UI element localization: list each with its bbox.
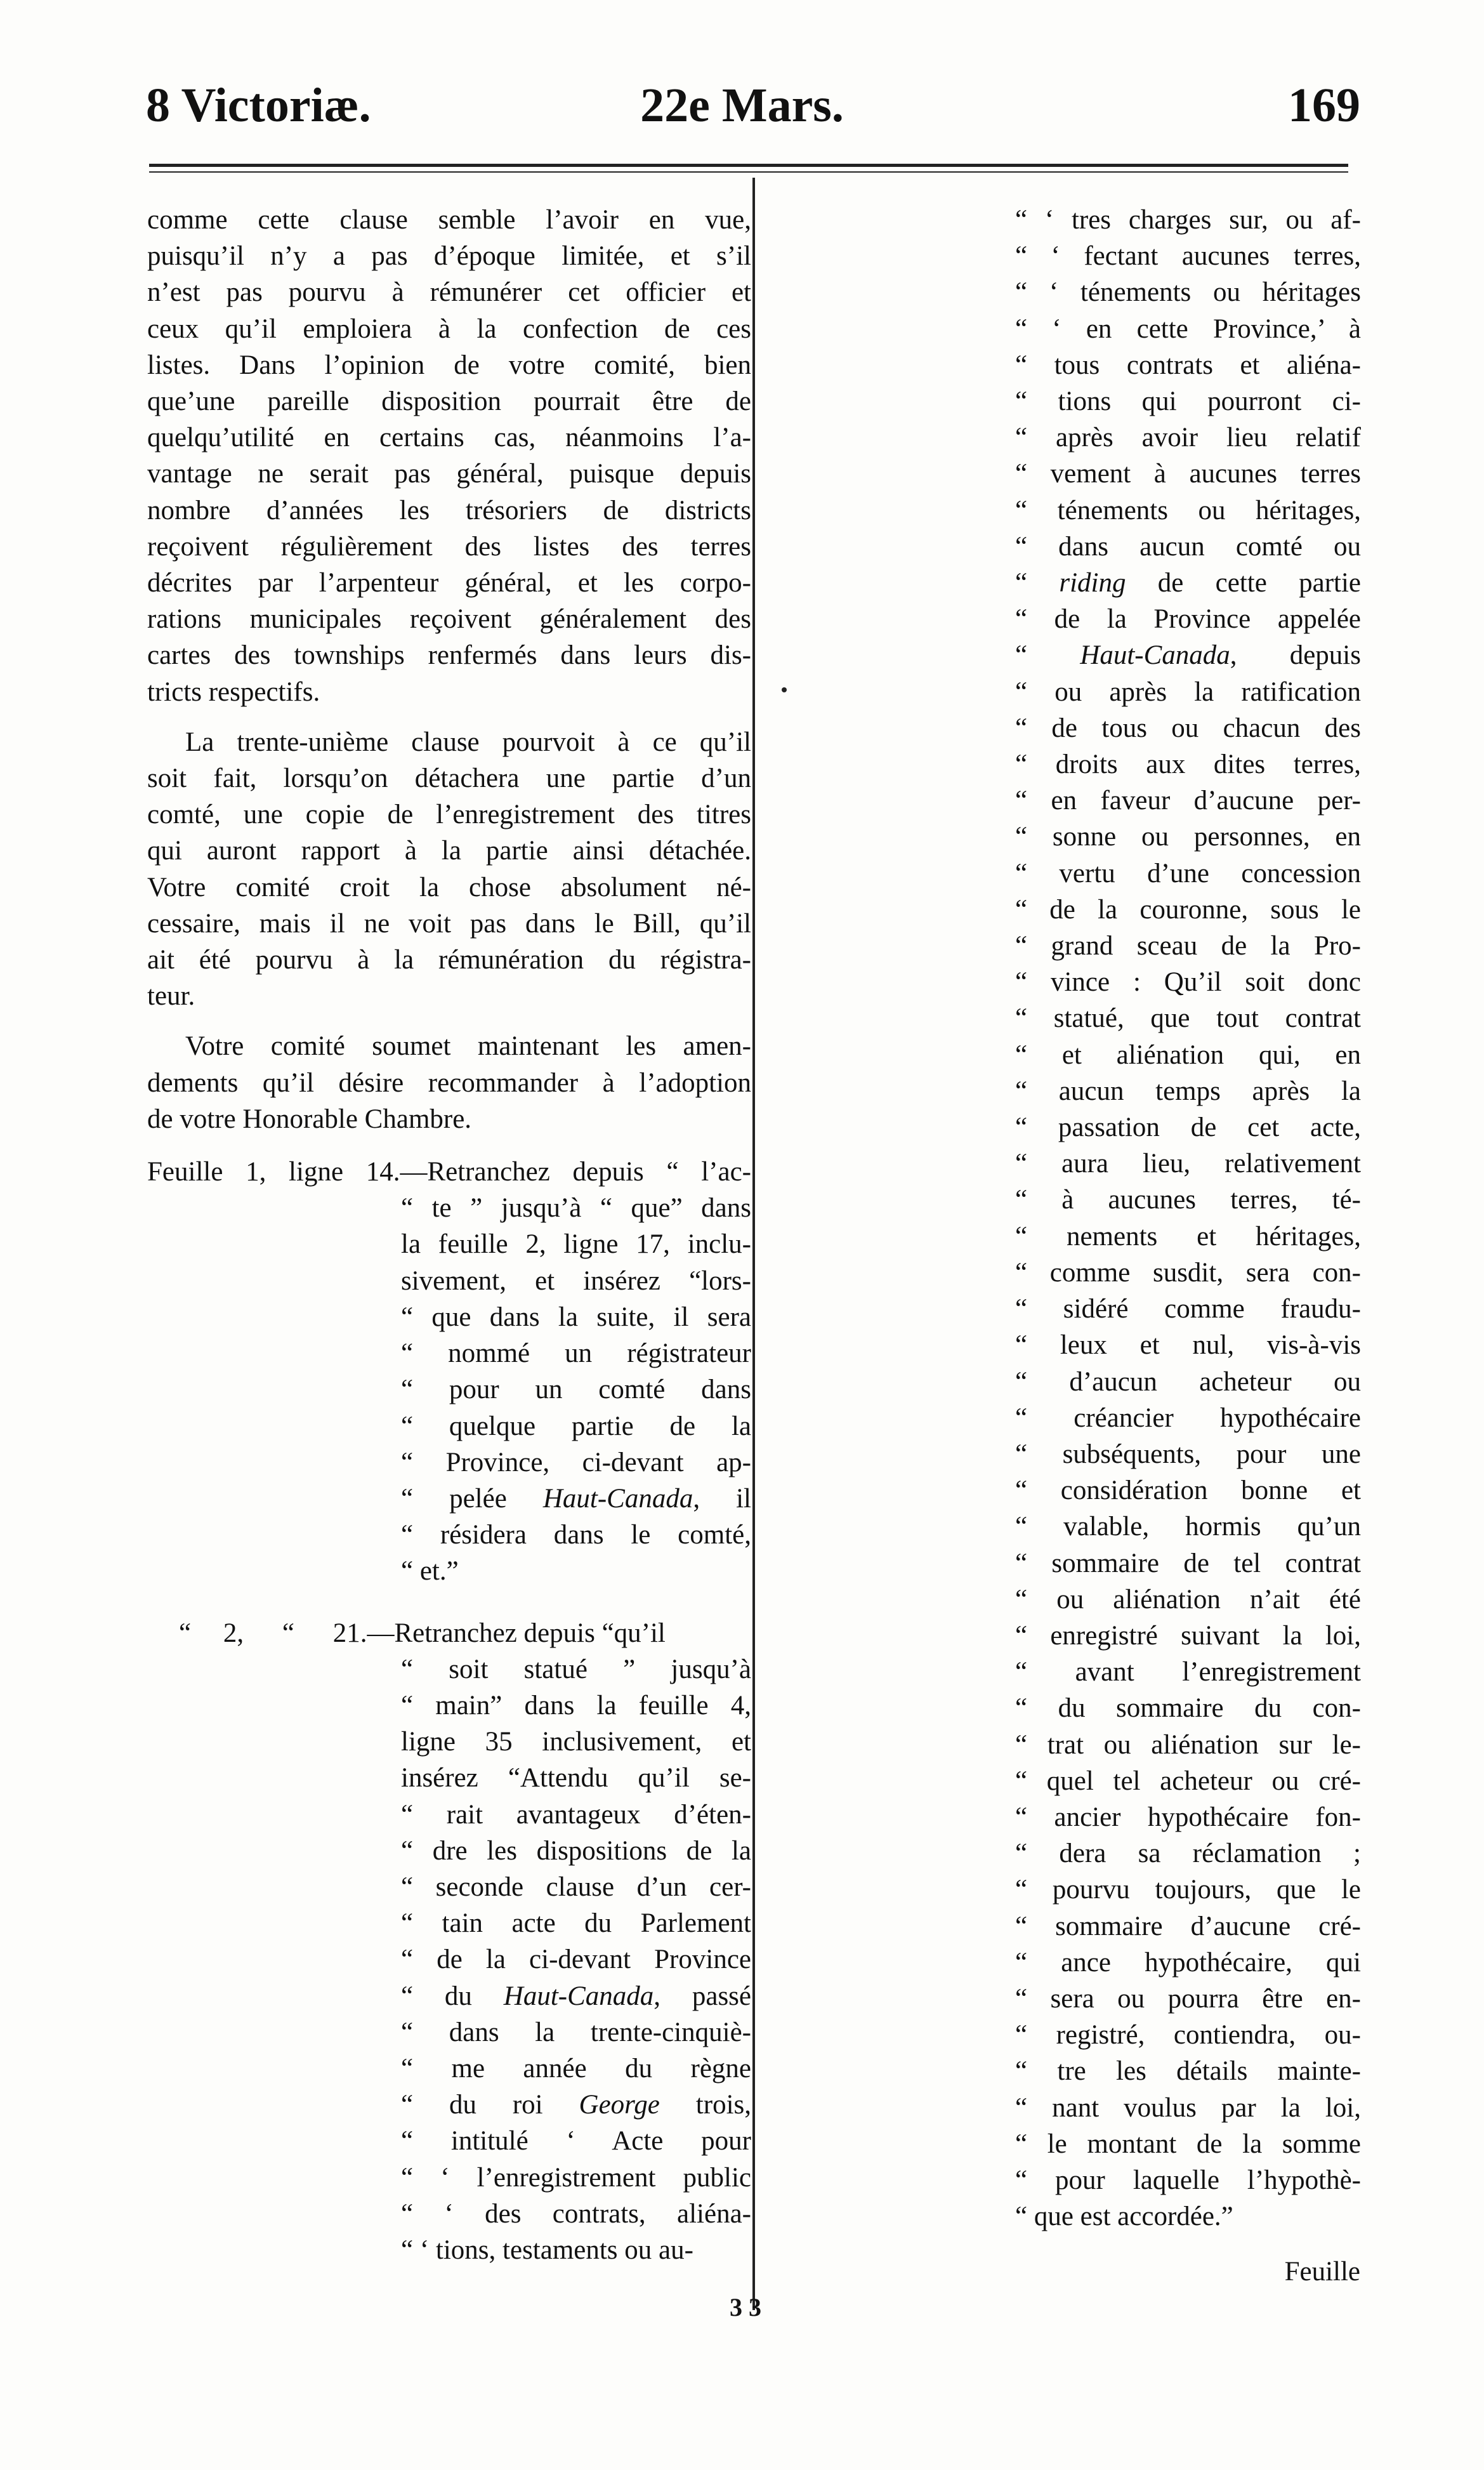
amendment-line: “ dans la trente-cinquiè- — [401, 2017, 751, 2047]
quoted-act-line: “ pour laquelle l’hypothè- — [1015, 2165, 1361, 2195]
amendment-line: “ ‘ des contrats, aliéna- — [401, 2198, 751, 2229]
amendment-line: “ résidera dans le comté, — [401, 1520, 751, 1550]
paragraph-line: Votre comité croit la chose absolument né- — [147, 872, 751, 902]
quoted-act-line: “ sonne ou personnes, en — [1015, 822, 1361, 852]
running-head-date: 22e Mars. — [640, 79, 844, 132]
ditto-mark-2: “ — [282, 1618, 294, 1648]
amendment-line: “ me année du règne — [401, 2053, 751, 2084]
quoted-act-line: “ passation de cet acte, — [1015, 1113, 1361, 1143]
paragraph-line: qui auront rapport à la partie ainsi détachée. — [147, 836, 751, 866]
amendment-line: “ que dans la suite, il sera — [401, 1302, 751, 1332]
quoted-act-line: “ ou aliénation n’ait été — [1015, 1584, 1361, 1615]
paragraph — [147, 1028, 751, 1137]
quoted-act-line: “ ‘ ténements ou héritages — [1015, 277, 1361, 308]
quoted-act-line: “ ancier hypothécaire fon- — [1015, 1802, 1361, 1832]
paragraph-line: ceux qu’il emploiera à la confection de ces — [147, 314, 751, 344]
amendment-2 — [147, 1615, 751, 2269]
amendment-line: “ rait avantageux d’éten- — [401, 1799, 751, 1830]
quoted-act-line: “ vertu d’une concession — [1015, 858, 1361, 888]
amendment-line: “ intitulé ‘ Acte pour — [401, 2126, 751, 2156]
paragraph — [147, 724, 751, 1015]
amendment-line: “ quelque partie de la — [401, 1411, 751, 1441]
quoted-act-line: “ tous contrats et aliéna- — [1015, 350, 1361, 380]
amendment-line: “ pelée Haut-Canada, il — [401, 1483, 751, 1514]
paragraph-line: vantage ne serait pas général, puisque depuis — [147, 459, 751, 489]
quoted-act-line: “ créancier hypothécaire — [1015, 1403, 1361, 1433]
paragraph-line: dements qu’il désire recommander à l’adoption — [147, 1067, 751, 1098]
amendment-line: “ de la ci-devant Province — [401, 1945, 751, 1975]
quoted-act-line: “ leux et nul, vis-à-vis — [1015, 1330, 1361, 1361]
paragraph-line: nombre d’années les trésoriers de districts — [147, 495, 751, 525]
quoted-act-line: “ registré, contiendra, ou- — [1015, 2020, 1361, 2051]
quoted-act-line: “ enregistré suivant la loi, — [1015, 1620, 1361, 1651]
paragraph-line: comme cette clause semble l’avoir en vue, — [147, 205, 751, 235]
quoted-act-line: “ nements et héritages, — [1015, 1221, 1361, 1252]
quoted-act-line: “ de tous ou chacun des — [1015, 713, 1361, 743]
paragraph-line: tricts respectifs. — [147, 677, 320, 707]
amendment-line: “ ‘ tions, testaments ou au- — [401, 2235, 693, 2265]
quoted-act-line: “ droits aux dites terres, — [1015, 750, 1361, 780]
ditto-line-number: 21. — [332, 1618, 367, 1648]
paragraph-line: n’est pas pourvu à rémunérer cet officier et — [147, 277, 751, 308]
page-number: 169 — [1288, 79, 1360, 132]
quoted-act-line: “ riding de cette partie — [1015, 568, 1361, 598]
amendment-1 — [147, 1154, 751, 1589]
quoted-act-line: “ sommaire d’aucune cré- — [1015, 1911, 1361, 1941]
quoted-act-line: “ ou après la ratification — [1015, 677, 1361, 707]
quoted-act-line: “ et aliénation qui, en — [1015, 1040, 1361, 1070]
amendment-line: ligne 35 inclusivement, et — [401, 1727, 751, 1757]
quoted-act-line: “ du sommaire du con- — [1015, 1693, 1361, 1724]
amendment-line: “ tain acte du Parlement — [401, 1908, 751, 1939]
amendment-2-body — [401, 1651, 751, 2268]
quoted-act-line: “ ‘ fectant aucunes terres, — [1015, 241, 1361, 272]
amendment-line: “ te ” jusqu’à “ que” dans — [401, 1193, 751, 1224]
print-speck — [782, 687, 787, 692]
quoted-act-line: “ vince : Qu’il soit donc — [1015, 967, 1361, 998]
amendment-line: “ du Haut-Canada, passé — [401, 1981, 751, 2011]
quoted-act-line: “ quel tel acheteur ou cré- — [1015, 1766, 1361, 1796]
amendment-line: “ du roi George trois, — [401, 2090, 751, 2120]
quoted-act-line: “ aucun temps après la — [1015, 1076, 1361, 1106]
quoted-act-line: “ dans aucun comté ou — [1015, 531, 1361, 562]
signature-mark: 3 3 — [730, 2293, 761, 2321]
paragraph-line: comté, une copie de l’enregistrement des titres — [147, 800, 751, 830]
quoted-act-line: “ tre les détails mainte- — [1015, 2056, 1361, 2087]
paragraph-line: teur. — [147, 981, 195, 1012]
amendment-line: “ seconde clause d’un cer- — [401, 1872, 751, 1902]
ditto-sheet-number: 2, — [223, 1618, 244, 1648]
quoted-act-line: “ pourvu toujours, que le — [1015, 1875, 1361, 1905]
paragraph-line: reçoivent régulièrement des listes des terres — [147, 531, 751, 562]
paragraph — [147, 202, 751, 710]
quoted-act-line: “ nant voulus par la loi, — [1015, 2092, 1361, 2123]
paragraph-line: de votre Honorable Chambre. — [147, 1104, 472, 1134]
quoted-act-line: “ considération bonne et — [1015, 1476, 1361, 1506]
quoted-act-line: “ vement à aucunes terres — [1015, 459, 1361, 489]
catchword: Feuille — [1284, 2257, 1360, 2287]
amendment-line: “ et.” — [401, 1556, 459, 1587]
quoted-act-line: “ ténements ou héritages, — [1015, 495, 1361, 525]
quoted-act-line: “ le montant de la somme — [1015, 2129, 1361, 2159]
amendment-line: “ dre les dispositions de la — [401, 1835, 751, 1866]
quoted-act-line: “ grand sceau de la Pro- — [1015, 931, 1361, 961]
quoted-act-line: “ sera ou pourra être en- — [1015, 1983, 1361, 2014]
amendment-line: “ ‘ l’enregistrement public — [401, 2162, 751, 2193]
paragraph-line: ait été pourvu à la rémunération du régistra- — [147, 945, 751, 975]
ditto-mark-1: “ — [179, 1618, 192, 1648]
quoted-act-line: “ avant l’enregistrement — [1015, 1657, 1361, 1687]
amendment-line: “ Province, ci-devant ap- — [401, 1447, 751, 1477]
amendment-line: “ main” dans la feuille 4, — [401, 1690, 751, 1720]
paragraph-line: rations municipales reçoivent généralement des — [147, 604, 751, 635]
amendment-1-head: Feuille 1, ligne 14.—Retranchez depuis “ l’ac- — [147, 1157, 751, 1187]
amendment-line: “ nommé un régistrateur — [401, 1338, 751, 1369]
left-column — [147, 202, 751, 2268]
quoted-act-line: “ subséquents, pour une — [1015, 1439, 1361, 1469]
quoted-act-line: “ comme susdit, sera con- — [1015, 1257, 1361, 1288]
paragraph-line: puisqu’il n’y a pas d’époque limitée, et s’il — [147, 241, 751, 272]
amendment-line: sivement, et insérez “lors- — [401, 1265, 751, 1296]
quoted-act-line: “ d’aucun acheteur ou — [1015, 1366, 1361, 1397]
paragraph-line: La trente-unième clause pourvoit à ce qu’il — [185, 727, 751, 757]
quoted-act-line: “ de la couronne, sous le — [1015, 894, 1361, 925]
quoted-act-line: “ que est accordée.” — [1015, 2202, 1233, 2232]
quoted-act-line: “ ance hypothécaire, qui — [1015, 1947, 1361, 1978]
quoted-act-line: “ aura lieu, relativement — [1015, 1149, 1361, 1179]
quoted-act-line: “ à aucunes terres, té- — [1015, 1185, 1361, 1215]
quoted-act-line: “ tions qui pourront ci- — [1015, 386, 1361, 417]
quoted-act-line: “ ‘ en cette Province,’ à — [1015, 314, 1361, 344]
paragraph-line: cessaire, mais il ne voit pas dans le Bill, qu’il — [147, 908, 751, 939]
quoted-act-line: “ Haut-Canada, depuis — [1015, 640, 1361, 671]
quoted-act-line: “ dera sa réclamation ; — [1015, 1839, 1361, 1869]
quoted-act-line: “ en faveur d’aucune per- — [1015, 786, 1361, 816]
amendment-2-head — [147, 1615, 751, 1651]
quoted-act-line: “ après avoir lieu relatif — [1015, 423, 1361, 453]
running-head-left: 8 Victoriæ. — [146, 79, 371, 132]
header-rule-thin — [149, 171, 1348, 173]
paragraph-line: Votre comité soumet maintenant les amen- — [185, 1031, 751, 1062]
paragraph-line: décrites par l’arpenteur général, et les corpo- — [147, 568, 751, 598]
quoted-act-line: “ sidéré comme fraudu- — [1015, 1294, 1361, 1324]
paragraph-line: que’une pareille disposition pourrait être de — [147, 386, 751, 417]
amendment-2-instruction: —Retranchez depuis “qu’il — [367, 1618, 666, 1648]
quoted-act-line: “ valable, hormis qu’un — [1015, 1512, 1361, 1542]
quoted-act-line: “ ‘ tres charges sur, ou af- — [1015, 205, 1361, 235]
quoted-act-line: “ de la Province appelée — [1015, 604, 1361, 635]
amendment-line: “ soit statué ” jusqu’à — [401, 1654, 751, 1684]
paragraph-line: quelqu’utilité en certains cas, néanmoins l’a- — [147, 423, 751, 453]
paragraph-line: listes. Dans l’opinion de votre comité, bien — [147, 350, 751, 380]
column-divider — [752, 178, 755, 2310]
report-paragraphs — [147, 202, 751, 1137]
paragraph-line: soit fait, lorsqu’on détachera une partie d’un — [147, 763, 751, 794]
amendment-line: la feuille 2, ligne 17, inclu- — [401, 1229, 751, 1260]
header-rule-thick — [149, 164, 1348, 167]
quoted-act-line: “ sommaire de tel contrat — [1015, 1548, 1361, 1578]
amendment-line: insérez “Attendu qu’il se- — [401, 1763, 751, 1793]
right-column — [1015, 202, 1361, 2235]
quoted-act-line: “ trat ou aliénation sur le- — [1015, 1729, 1361, 1760]
quoted-act-line: “ statué, que tout contrat — [1015, 1003, 1361, 1034]
amendment-line: “ pour un comté dans — [401, 1375, 751, 1405]
paragraph-line: cartes des townships renfermés dans leurs dis- — [147, 640, 751, 671]
page-header — [0, 0, 1484, 165]
amendment-1-body — [401, 1190, 751, 1589]
